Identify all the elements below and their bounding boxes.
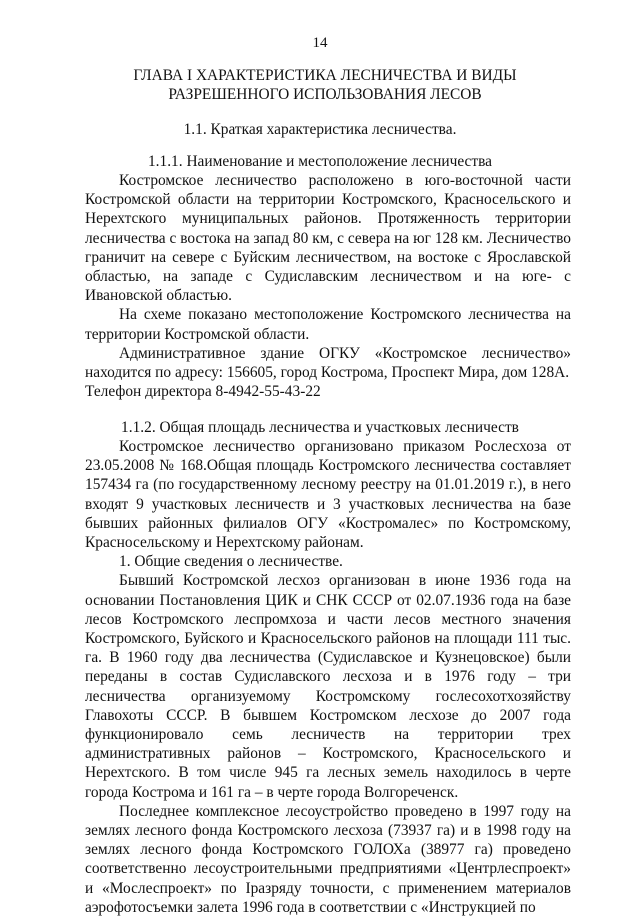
paragraph-location: Костромское лесничество расположено в юго-восточной части Костромской области на территории Костромского, Красносельского и Нерехтского муниципальных районов. Протяженность территории лесничества с востока на запад 80 км, с севера на юг 128 км. Лесничество граничит на севере с Буйским лесничеством, на востоке с Ярославской областью, на западе с Судиславским лесничеством и на юге- с Ивановской областью.	[85, 172, 571, 305]
paragraph-history: Бывший Костромской лесхоз организован в июне 1936 года на основании Постановления ЦИК и СНК СССР от 02.07.1936 года на базе лесов Костромского леспромхоза и части лесов местного значения Костромского, Буйского и Красносельского районов на площади 111 тыс. га. В 1960 году два лесничества (Судиславское и Кузнецовское) были переданы в состав Судиславского лесхоза и в 1976 году – три лесничества организуемому Костромскому гослесохотхозяйству Главохоты СССР. В бывшем Костромском лесхозе до 2007 года функционировало семь лесничеств на территории трех административных районов – Костромского, Красносельского и Нерехтского. В том числе 945 га лесных земель находилось в черте города Кострома и 161 га – в черте города Волгореченск.	[85, 572, 571, 801]
paragraph-general-info: 1. Общие сведения о лесничестве.	[119, 553, 343, 571]
paragraph-phone: Телефон директора 8-4942-55-43-22	[85, 383, 321, 401]
page-number: 14	[312, 35, 328, 51]
paragraph-scheme: На схеме показано местоположение Костромского лесничества на территории Костромской области.	[85, 306, 571, 343]
chapter-title-line-1: ГЛАВА I ХАРАКТЕРИСТИКА ЛЕСНИЧЕСТВА И ВИДЫ	[133, 67, 517, 84]
section-1-1-2-body	[85, 437, 571, 917]
paragraph-forest-management: Последнее комплексное лесоустройство проведено в 1997 году на землях лесного фонда Костромского лесхоза (73937 га) и в 1998 году на землях лесного фонда Костромского ГОЛОХа (38977 га) проведено соответственно лесоустроительными предприятиями «Центрлеспроект» и «Мослеспроект» по Iразряду точности, с применением материалов аэрофотосъемки залета 1996 года в соответствии с «Инструкцией по	[85, 802, 571, 916]
section-1-1-1-body	[85, 171, 571, 401]
chapter-title-line-2: РАЗРЕШЕННОГО ИСПОЛЬЗОВАНИЯ ЛЕСОВ	[168, 86, 482, 104]
section-1-1-2-heading: 1.1.2. Общая площадь лесничества и участковых лесничеств	[121, 419, 519, 436]
paragraph-address: Административное здание ОГКУ «Костромское лесничество» находится по адресу: 156605, город Кострома, Проспект Мира, дом 128А.	[85, 344, 571, 382]
paragraph-area: Костромское лесничество организовано приказом Рослесхоза от 23.05.2008 № 168.Общая площадь Костромского лесничества составляет 157434 га (по государственному лесному реестру на 01.01.2019 г.), в него входят 9 участковых лесничеств и 3 участковых лесничества на базе бывших районных филиалов ОГУ «Костромалес» по Костромскому, Красносельскому и Нерехтскому районам.	[85, 438, 571, 552]
chapter-title	[110, 66, 540, 105]
section-1-1-heading: 1.1. Краткая характеристика лесничества.	[183, 121, 457, 138]
section-1-1-1-heading: 1.1.1. Наименование и местоположение лесничества	[147, 153, 493, 170]
